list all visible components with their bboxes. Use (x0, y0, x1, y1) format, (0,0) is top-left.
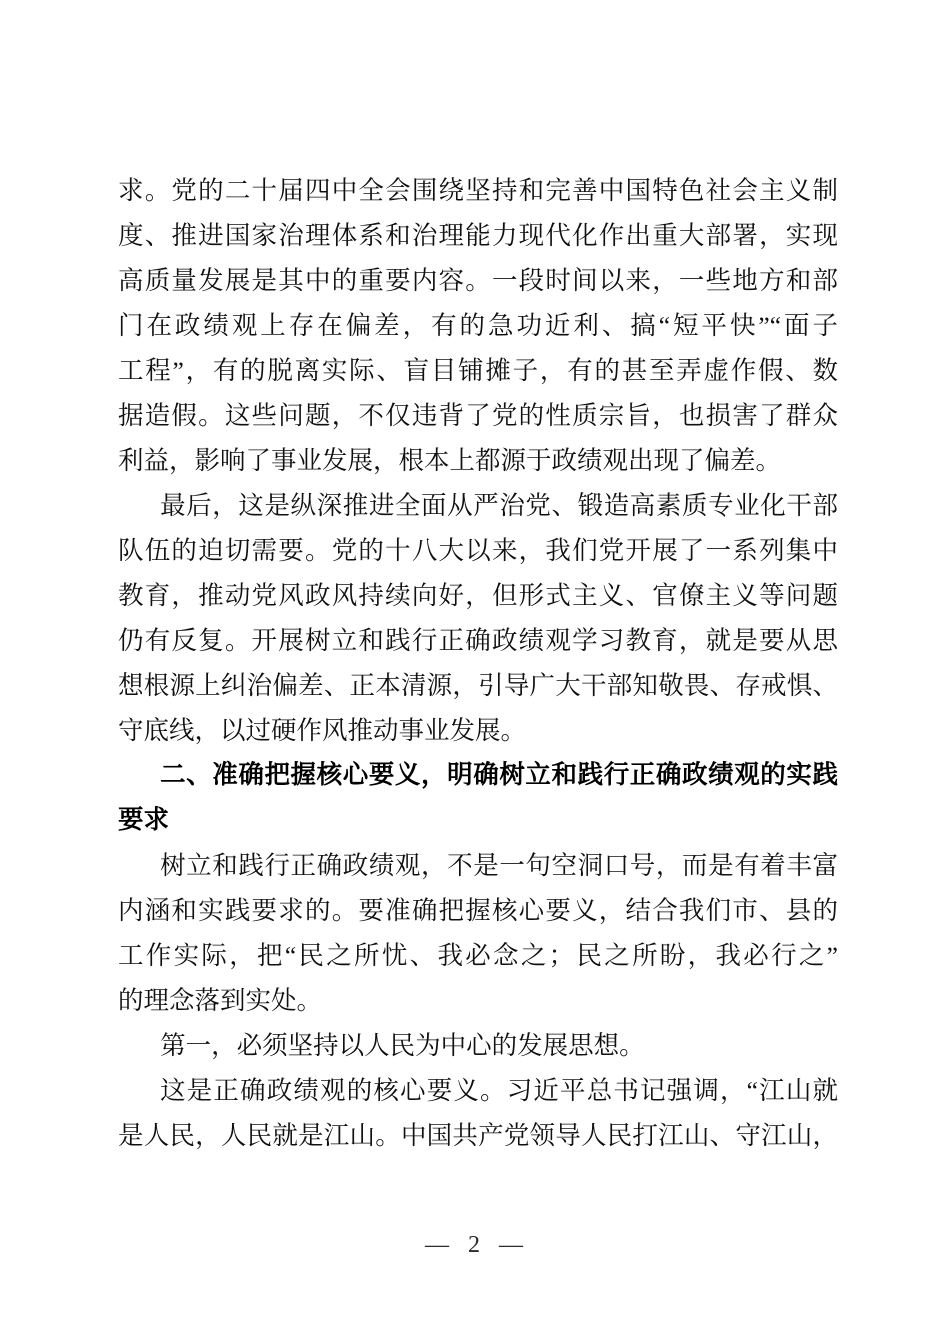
body-text-line: 第一，必须坚持以人民为中心的发展思想。 (160, 1031, 645, 1060)
body-text-line: 利益，影响了事业发展，根本上都源于政绩观出现了偏差。 (118, 446, 782, 475)
heading-line: 二、准确把握核心要义，明确树立和践行正确政绩观的实践 (160, 761, 838, 789)
body-text-line: 求。党的二十届四中全会围绕坚持和完善中国特色社会主义制 (118, 176, 838, 205)
body-text-line: 仍有反复。开展树立和践行正确政绩观学习教育，就是要从思 (118, 626, 838, 655)
body-text-line: 据造假。这些问题，不仅违背了党的性质宗旨，也损害了群众 (118, 401, 838, 430)
body-text-line: 门在政绩观上存在偏差，有的急功近利、搞“短平快”“面子 (118, 311, 838, 340)
heading-line: 要求 (118, 806, 170, 834)
body-text-line: 最后，这是纵深推进全面从严治党、锻造高素质专业化干部 (160, 491, 838, 520)
body-text-line: 工程”，有的脱离实际、盲目铺摊子，有的甚至弄虚作假、数 (118, 356, 838, 385)
body-text-line: 树立和践行正确政绩观，不是一句空洞口号，而是有着丰富 (160, 851, 838, 880)
page-footer (0, 1232, 950, 1259)
body-text-line: 教育，推动党风政风持续向好，但形式主义、官僚主义等问题 (118, 581, 838, 610)
body-text-line: 度、推进国家治理体系和治理能力现代化作出重大部署，实现 (118, 221, 838, 250)
page-number: — 2 — (425, 1232, 525, 1258)
body-text-line: 是人民，人民就是江山。中国共产党领导人民打江山、守江山， (118, 1121, 838, 1150)
body-text-line: 守底线，以过硬作风推动事业发展。 (118, 716, 527, 745)
body-text-line: 这是正确政绩观的核心要义。习近平总书记强调，“江山就 (160, 1076, 838, 1105)
body-text-line: 的理念落到实处。 (118, 986, 323, 1015)
page-content (118, 168, 838, 1158)
body-text-line: 队伍的迫切需要。党的十八大以来，我们党开展了一系列集中 (118, 536, 838, 565)
body-text-line: 内涵和实践要求的。要准确把握核心要义，结合我们市、县的 (118, 896, 838, 925)
body-text-line: 高质量发展是其中的重要内容。一段时间以来，一些地方和部 (118, 266, 838, 295)
body-text-line: 工作实际，把“民之所忧、我必念之；民之所盼，我必行之” (118, 941, 838, 970)
body-text-line: 想根源上纠治偏差、正本清源，引导广大干部知敬畏、存戒惧、 (118, 671, 838, 700)
